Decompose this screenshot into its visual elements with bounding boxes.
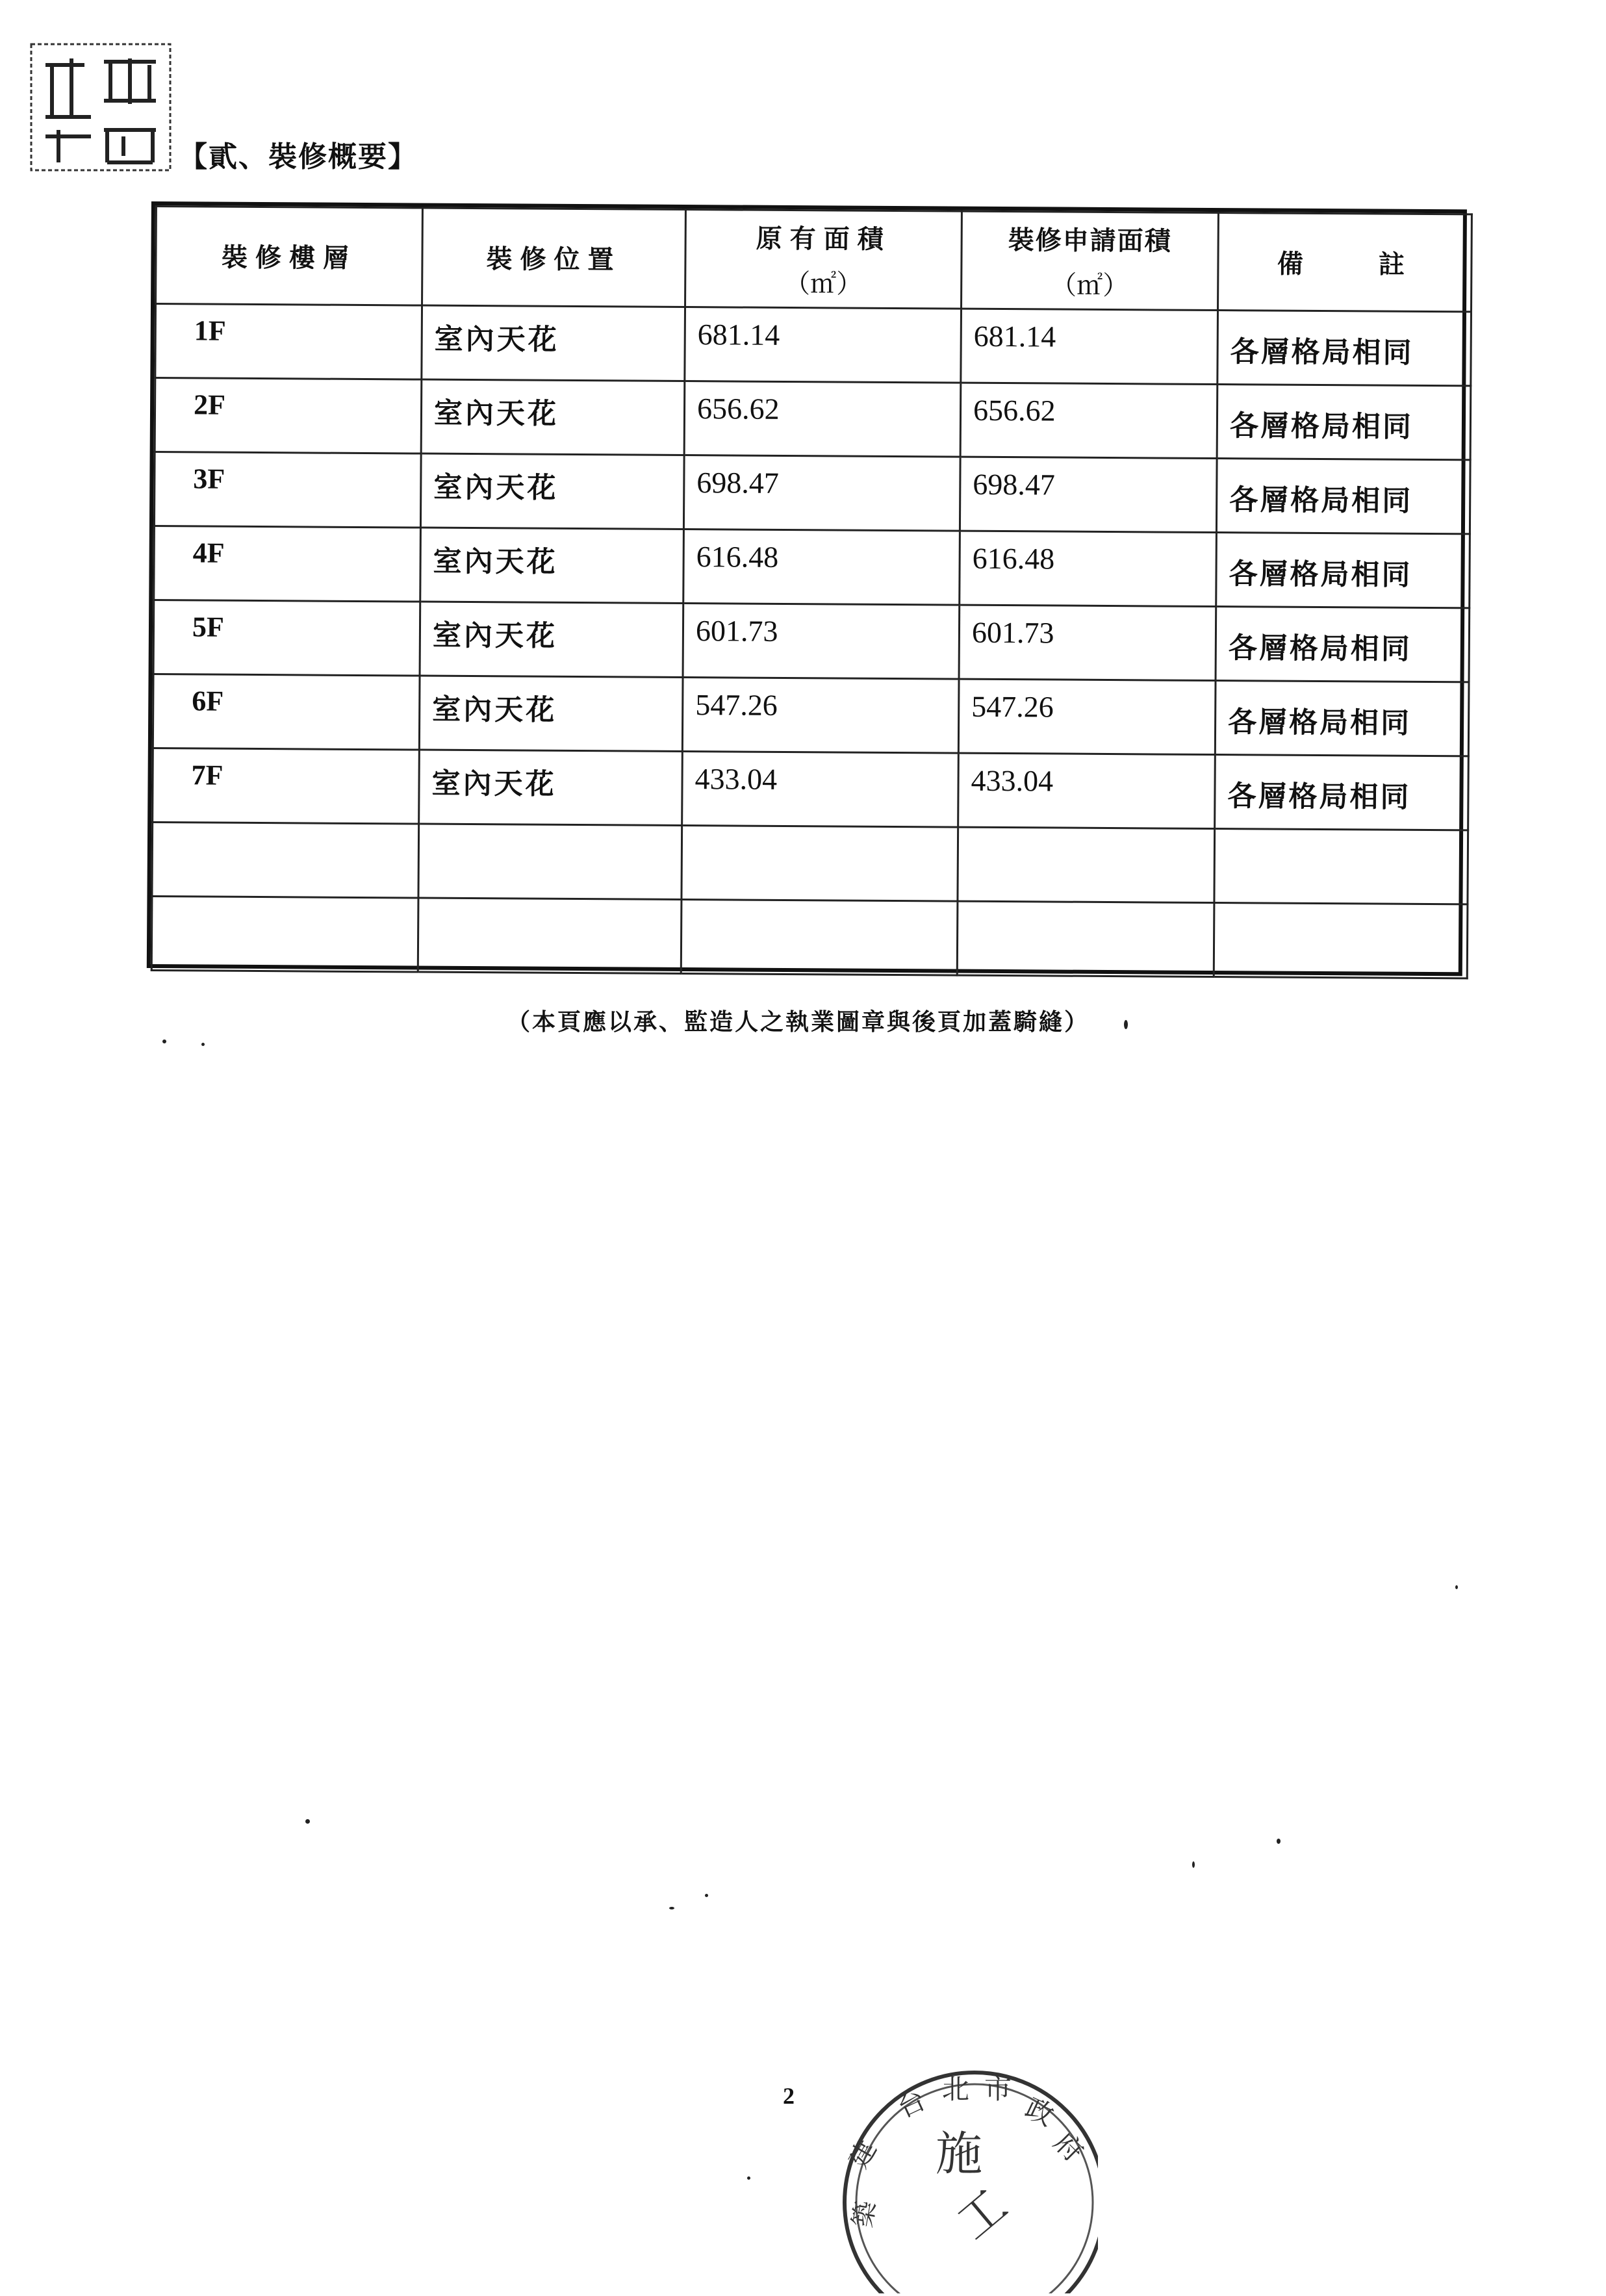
cell-location: 室內天花 [420,453,684,529]
scan-speck [669,1907,674,1909]
table-row [153,674,1469,756]
cell-original-area: 656.62 [684,381,961,457]
scan-speck [747,2176,750,2180]
cell-floor: 3F [154,452,421,528]
section-title: 【貳、裝修概要】 [179,140,418,173]
table-row [153,748,1469,830]
header-applied-area-label: 裝修申請面積 [1008,224,1172,257]
header-remarks: 備 註 [1218,213,1472,312]
header-floor: 裝修樓層 [156,207,423,306]
cell-floor [152,823,419,899]
cell-applied-area: 616.48 [960,531,1217,606]
scan-speck [162,1040,166,1043]
scan-speck [1192,1861,1195,1868]
table-row [154,526,1470,608]
page-number: 2 [783,2083,795,2109]
cell-applied-area: 681.14 [961,309,1218,384]
table-row [153,600,1470,682]
official-seal-stamp [825,2047,1098,2293]
table-row-empty [152,823,1468,904]
cell-location [418,898,682,973]
cell-remarks: 各層格局相同 [1216,533,1470,608]
cell-applied-area: 698.47 [960,457,1217,532]
header-applied-area-unit: （㎡） [1051,270,1129,301]
cell-floor: 1F [155,304,422,380]
header-original-area-label: 原有面積 [756,223,891,255]
svg-text:政: 政 [1020,2091,1059,2132]
cell-applied-area: 656.62 [960,383,1217,458]
cell-remarks [1214,829,1468,904]
svg-text:施: 施 [936,2126,983,2181]
svg-text:工: 工 [946,2178,1018,2251]
cell-applied-area: 601.73 [959,605,1216,680]
cell-original-area: 601.73 [683,604,960,680]
svg-text:市: 市 [984,2073,1012,2105]
scan-speck [705,1894,708,1897]
cell-applied-area [957,901,1214,976]
scan-speck [1455,1585,1458,1589]
cell-location: 室內天花 [421,379,685,455]
header-location: 裝修位置 [422,208,686,307]
cell-applied-area: 433.04 [958,753,1216,828]
seal-instruction-footnote: （本頁應以承、監造人之執業圖章與後頁加蓋騎縫） [507,1008,1090,1036]
table-row [154,452,1470,534]
renovation-summary-table [147,201,1467,976]
cell-floor [151,897,418,973]
cell-remarks: 各層格局相同 [1215,755,1469,830]
svg-text:府: 府 [1047,2126,1090,2168]
cell-floor: 7F [153,748,420,824]
cell-remarks: 各層格局相同 [1216,607,1470,682]
cell-remarks: 各層格局相同 [1215,681,1469,756]
cell-original-area [681,900,958,976]
cell-remarks: 各層格局相同 [1217,385,1471,460]
cell-remarks: 各層格局相同 [1217,311,1472,386]
svg-text:建: 建 [843,2136,883,2173]
svg-text:築: 築 [847,2199,882,2230]
cell-original-area: 698.47 [683,455,960,531]
cell-original-area [682,826,958,902]
cell-remarks [1214,903,1468,978]
scan-speck [305,1819,310,1824]
cell-original-area: 616.48 [683,529,960,606]
cell-location: 室內天花 [419,676,683,751]
header-applied-area [962,211,1219,310]
table-row [155,304,1472,386]
cell-location: 室內天花 [419,750,683,825]
cell-original-area: 433.04 [682,752,959,828]
scan-speck [1277,1839,1281,1844]
table-row [155,378,1471,460]
cell-location: 室內天花 [422,305,685,381]
scan-speck [201,1043,205,1046]
cell-original-area: 547.26 [682,678,959,754]
cell-floor: 4F [154,526,421,602]
cell-location [418,824,682,899]
svg-text:北: 北 [942,2073,970,2105]
cell-floor: 2F [155,378,422,454]
cell-location: 室內天花 [420,602,683,677]
cell-floor: 5F [153,600,420,676]
cell-floor: 6F [153,674,420,750]
scan-speck [1124,1020,1128,1029]
cell-original-area: 681.14 [685,307,962,383]
svg-text:台: 台 [892,2083,931,2124]
table-header-row [156,207,1472,312]
cell-remarks: 各層格局相同 [1216,459,1470,534]
cell-applied-area: 547.26 [958,679,1216,754]
cell-location: 室內天花 [420,528,684,603]
header-original-area-unit: （㎡） [784,268,863,300]
architect-seal-stamp [26,39,175,175]
table-row-empty [151,897,1468,978]
header-original-area [685,210,962,309]
cell-applied-area [958,827,1215,902]
